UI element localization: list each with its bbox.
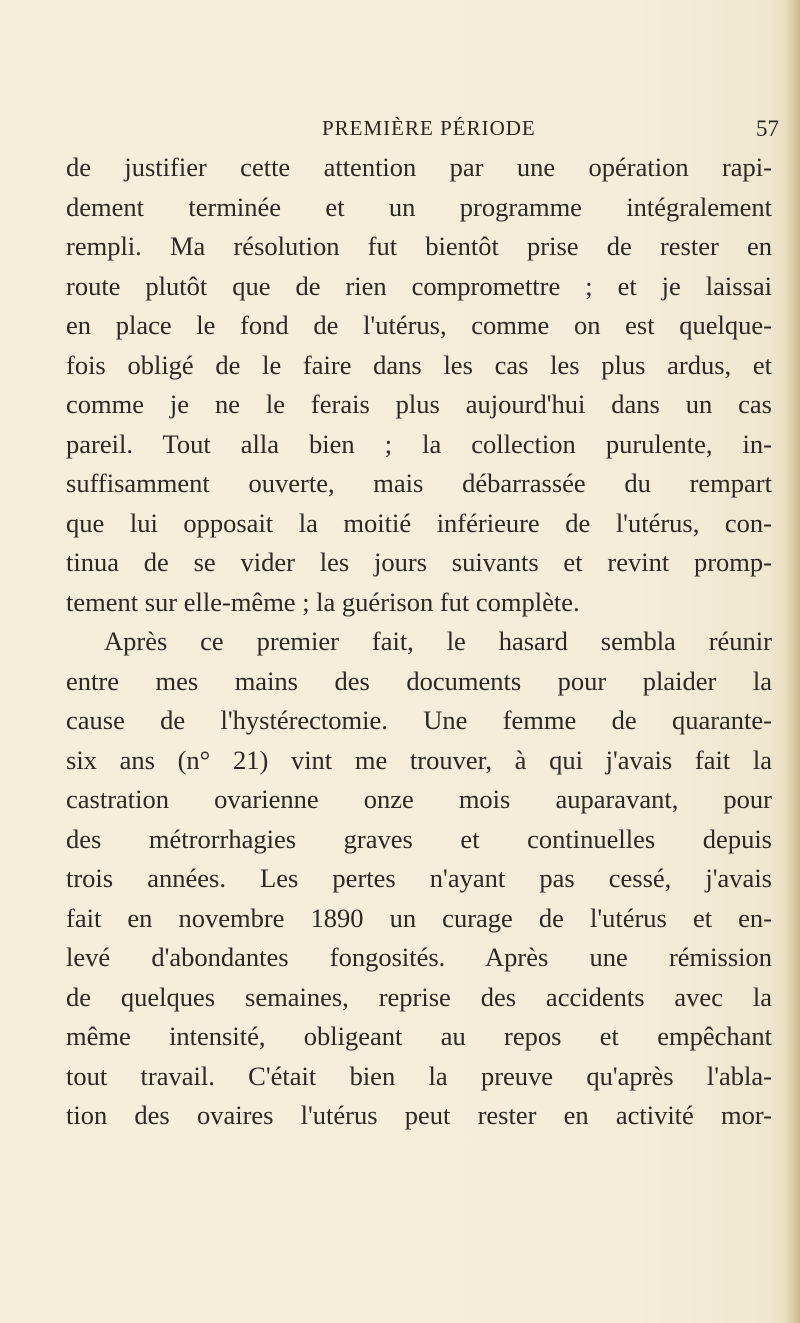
text-line: trois années. Les pertes n'ayant pas cessé, j'avais	[66, 863, 772, 893]
text-line: dement terminée et un programme intégralement	[66, 191, 772, 222]
text-line: fois obligé de le faire dans les cas les plus ardus, et	[66, 349, 772, 380]
page-edge-shadow	[786, 0, 800, 1323]
text-line: tion des ovaires l'utérus peut rester en activité mor-	[66, 1100, 772, 1130]
text-line: que lui opposait la moitié inférieure de l'utérus, con-	[66, 507, 772, 538]
text-line: pareil. Tout alla bien ; la collection purulente, in-	[66, 428, 772, 459]
text-line: comme je ne le ferais plus aujourd'hui dans un cas	[66, 389, 772, 419]
text-line: tement sur elle-même ; la guérison fut complète.	[66, 586, 580, 617]
text-line: suffisamment ouverte, mais débarrassée du rempart	[66, 468, 772, 498]
text-line: levé d'abondantes fongosités. Après une rémission	[66, 942, 772, 972]
text-line: de quelques semaines, reprise des accidents avec la	[66, 981, 772, 1012]
text-line: en place le fond de l'utérus, comme on est quelque-	[66, 310, 772, 340]
text-line: cause de l'hystérectomie. Une femme de quarante-	[66, 705, 772, 735]
text-line: rempli. Ma résolution fut bientôt prise de rester en	[66, 231, 772, 261]
text-line: des métrorrhagies graves et continuelles depuis	[66, 823, 772, 854]
text-line: castration ovarienne onze mois auparavant, pour	[66, 784, 772, 814]
text-line: tinua de se vider les jours suivants et revint promp-	[66, 547, 772, 577]
text-line: route plutôt que de rien compromettre ; et je laissai	[66, 270, 772, 301]
text-line: de justifier cette attention par une opération rapi-	[66, 152, 772, 182]
text-line: entre mes mains des documents pour plaider la	[66, 665, 772, 696]
text-line: tout travail. C'était bien la preuve qu'après l'abla-	[66, 1060, 772, 1091]
page-number: 57	[756, 116, 779, 141]
text-line: Après ce premier fait, le hasard sembla réunir	[104, 626, 772, 656]
body-text	[66, 148, 772, 1136]
text-line: six ans (n° 21) vint me trouver, à qui j'avais fait la	[66, 744, 772, 775]
text-line: même intensité, obligeant au repos et empêchant	[66, 1021, 772, 1051]
running-title: PREMIÈRE PÉRIODE	[322, 116, 536, 140]
text-line: fait en novembre 1890 un curage de l'utérus et en-	[66, 902, 772, 933]
page-header	[0, 116, 800, 146]
